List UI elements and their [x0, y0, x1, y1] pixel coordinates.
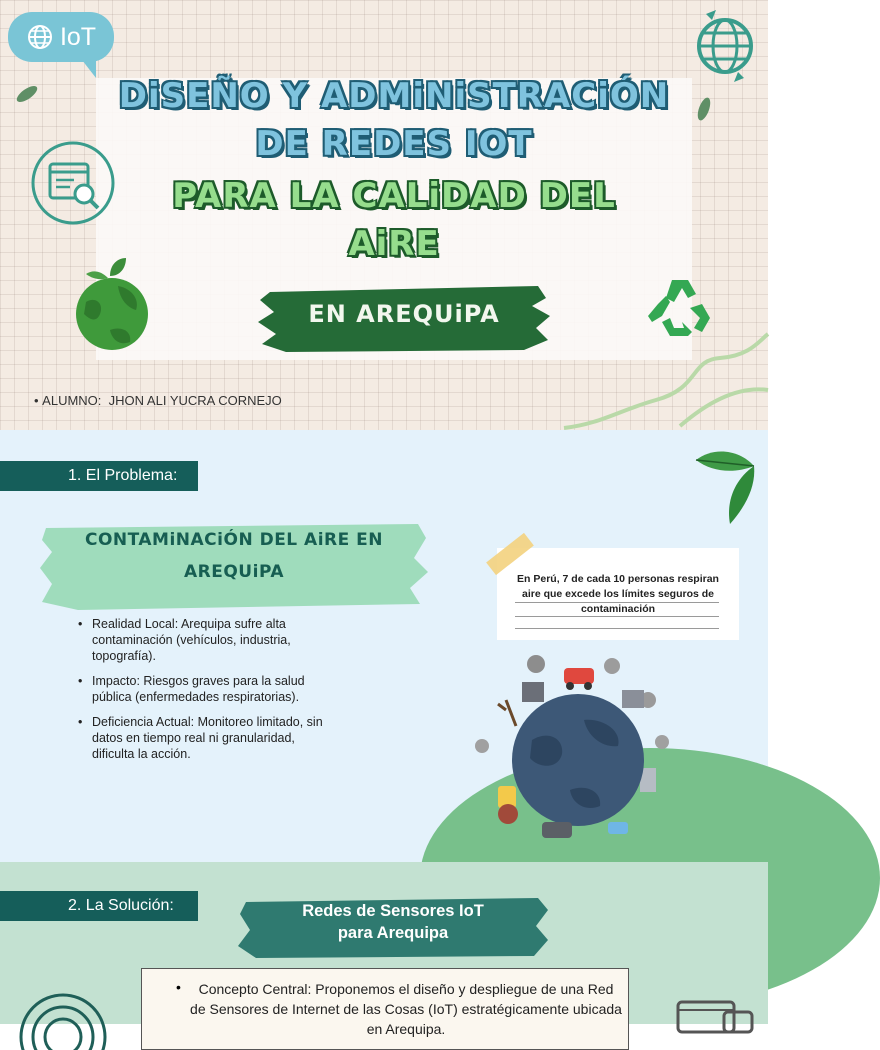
- title-line-4: AiRE: [348, 224, 440, 264]
- device-icon: [676, 998, 756, 1024]
- leaf-icon: [694, 96, 714, 122]
- polluted-earth-icon: [472, 650, 676, 850]
- statistic-line-3: contaminación: [580, 603, 656, 615]
- bullet: •: [34, 393, 43, 408]
- title-line-2: DE REDES IOT: [255, 124, 533, 164]
- solution-heading: [236, 900, 550, 944]
- list-item: • Impacto: Riesgos graves para la salud pública (enfermedades respiratorias).: [78, 673, 328, 705]
- list-item: • Realidad Local: Arequipa sufre alta contaminación (vehículos, industria, topografía).: [78, 616, 328, 664]
- problem-section-tag: 1. El Problema:: [0, 461, 198, 491]
- list-item: • Deficiencia Actual: Monitoreo limitado, sin datos en tiempo real ni granularidad, dificulta la acción.: [78, 714, 328, 762]
- author-label: ALUMNO:: [42, 393, 102, 408]
- sensor-icon: [18, 992, 108, 1024]
- earth-leaf-icon: [70, 256, 154, 352]
- statistic-note-card: [497, 548, 739, 640]
- problem-heading-line-1: CONTAMiNACiÓN DEL AiRE EN: [84, 530, 384, 550]
- cover-slide: [0, 0, 768, 430]
- note-rule: [515, 616, 719, 617]
- problem-slide: [0, 430, 768, 862]
- statistic-line-2: aire que excede los límites seguros de: [522, 588, 714, 600]
- iot-badge: [8, 12, 114, 62]
- statistic-line-1: En Perú, 7 de cada 10 personas respiran: [517, 573, 719, 585]
- leaves-icon: [690, 444, 768, 528]
- problem-bullet-list: [78, 616, 328, 771]
- rotating-globe-icon: [692, 6, 758, 84]
- problem-heading: [38, 524, 430, 588]
- title-line-3: PARA LA CALiDAD DEL: [172, 176, 616, 216]
- solution-section-tag: 2. La Solución:: [0, 891, 198, 921]
- vine-decoration: [560, 330, 768, 430]
- author-name: JHON ALI YUCRA CORNEJO: [108, 393, 282, 408]
- bullet: •: [176, 979, 181, 995]
- note-rule: [515, 602, 719, 603]
- solution-heading-line-2: para Arequipa: [337, 924, 449, 942]
- solution-heading-line-1: Redes de Sensores IoT: [302, 902, 484, 920]
- concept-text: Concepto Central: Proponemos el diseño y despliegue de una Red de Sensores de Internet de las Cosas (IoT) estratégicamente ubicada en Arequipa.: [190, 981, 622, 1037]
- iot-badge-label: IoT: [59, 22, 97, 51]
- author-line: [34, 393, 282, 408]
- solution-slide: [0, 862, 768, 1037]
- statistic-text: [511, 572, 725, 617]
- note-rule: [515, 628, 719, 629]
- title-line-1: DiSEÑO Y ADMiNiSTRACiÓN: [118, 76, 670, 116]
- leaf-icon: [14, 84, 40, 104]
- problem-heading-line-2: AREQUiPA: [184, 562, 284, 582]
- concept-box: [141, 968, 629, 1050]
- subtitle-text: EN AREQUiPA: [308, 300, 500, 328]
- globe-icon: [26, 23, 54, 51]
